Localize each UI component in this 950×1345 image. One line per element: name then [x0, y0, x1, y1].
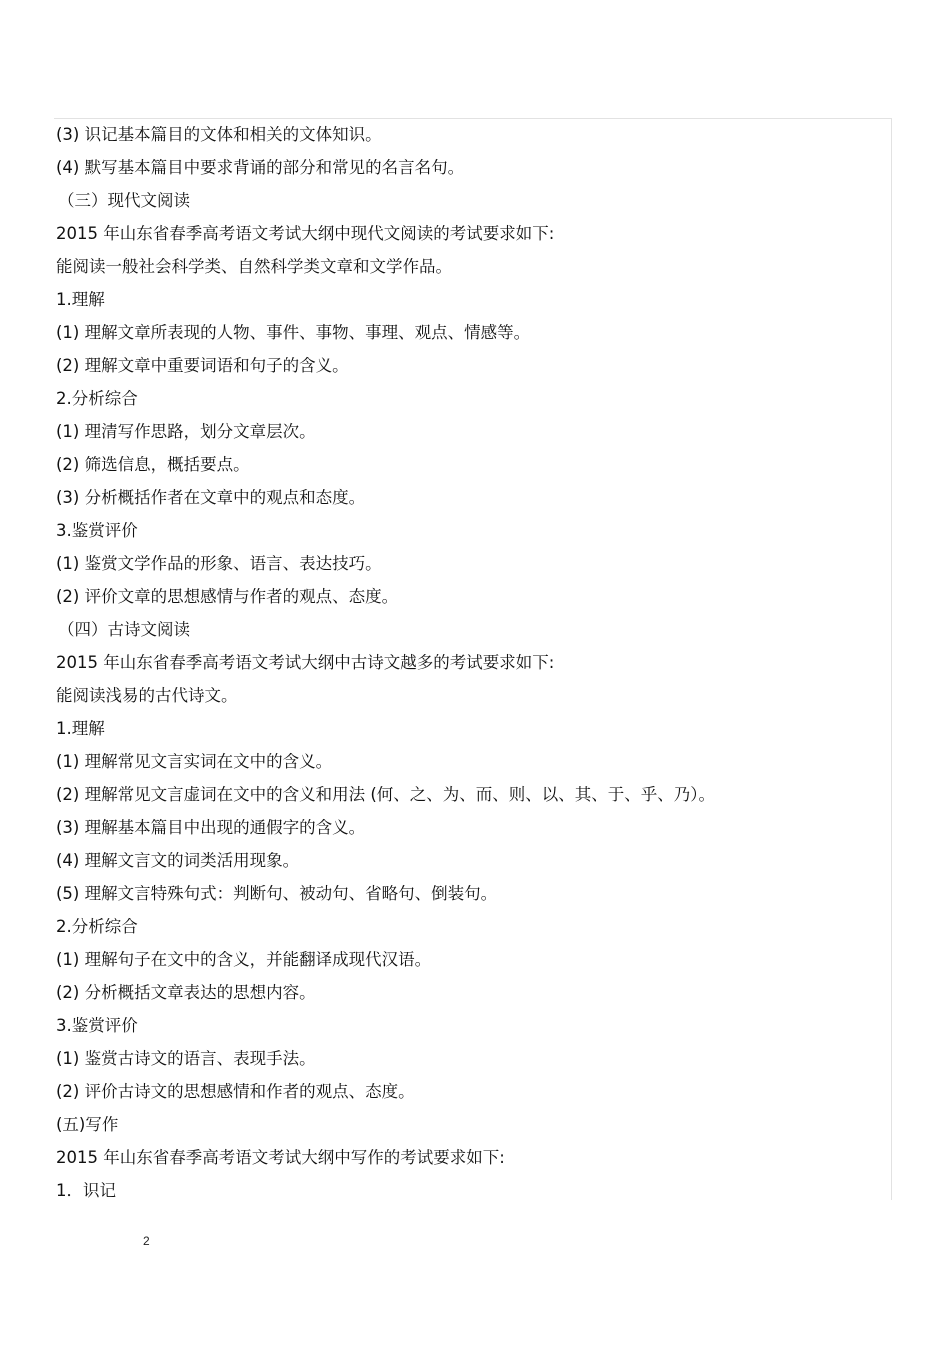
- section-heading: （四）古诗文阅读: [58, 620, 190, 639]
- text-line: (2) 理解文章中重要词语和句子的含义。: [56, 356, 349, 375]
- text-line: (1) 理解文章所表现的人物、事件、事物、事理、观点、情感等。: [56, 323, 531, 342]
- text-line: 2015 年山东省春季高考语文考试大纲中写作的考试要求如下:: [56, 1148, 505, 1167]
- page-number: 2: [143, 1234, 150, 1248]
- text-line: (2) 理解常见文言虚词在文中的含义和用法 (何、之、为、而、则、以、其、于、乎、乃）。: [56, 785, 716, 804]
- subsection-heading: 3.鉴赏评价: [56, 521, 138, 540]
- subsection-heading: 1.理解: [56, 719, 105, 738]
- subsection-heading: 2.分析综合: [56, 917, 138, 936]
- text-line: (1) 理解常见文言实词在文中的含义。: [56, 752, 333, 771]
- text-line: (2) 分析概括文章表达的思想内容。: [56, 983, 316, 1002]
- text-line: 2015 年山东省春季高考语文考试大纲中古诗文越多的考试要求如下:: [56, 653, 555, 672]
- text-line: (3) 识记基本篇目的文体和相关的文体知识。: [56, 125, 382, 144]
- text-line: 能阅读浅易的古代诗文。: [56, 686, 238, 705]
- text-line: (3) 理解基本篇目中出现的通假字的含义。: [56, 818, 366, 837]
- text-line: (2) 评价古诗文的思想感情和作者的观点、态度。: [56, 1082, 415, 1101]
- section-heading: (五)写作: [56, 1115, 119, 1134]
- text-line: (1) 鉴赏文学作品的形象、语言、表达技巧。: [56, 554, 382, 573]
- document-body: [56, 118, 886, 1207]
- subsection-heading: 1．识记: [56, 1181, 116, 1200]
- text-line: (4) 理解文言文的词类活用现象。: [56, 851, 300, 870]
- text-line: (1) 鉴赏古诗文的语言、表现手法。: [56, 1049, 316, 1068]
- text-line: (4) 默写基本篇目中要求背诵的部分和常见的名言名句。: [56, 158, 465, 177]
- text-line: (5) 理解文言特殊句式：判断句、被动句、省略句、倒装句。: [56, 884, 498, 903]
- text-line: (1) 理解句子在文中的含义，并能翻译成现代汉语。: [56, 950, 432, 969]
- section-heading: （三）现代文阅读: [58, 191, 190, 210]
- subsection-heading: 2.分析综合: [56, 389, 138, 408]
- subsection-heading: 3.鉴赏评价: [56, 1016, 138, 1035]
- text-line: (2) 评价文章的思想感情与作者的观点、态度。: [56, 587, 399, 606]
- text-line: 能阅读一般社会科学类、自然科学类文章和文学作品。: [56, 257, 452, 276]
- subsection-heading: 1.理解: [56, 290, 105, 309]
- text-line: (3) 分析概括作者在文章中的观点和态度。: [56, 488, 366, 507]
- text-line: (2) 筛选信息，概括要点。: [56, 455, 250, 474]
- text-line: 2015 年山东省春季高考语文考试大纲中现代文阅读的考试要求如下:: [56, 224, 555, 243]
- text-line: (1) 理清写作思路，划分文章层次。: [56, 422, 316, 441]
